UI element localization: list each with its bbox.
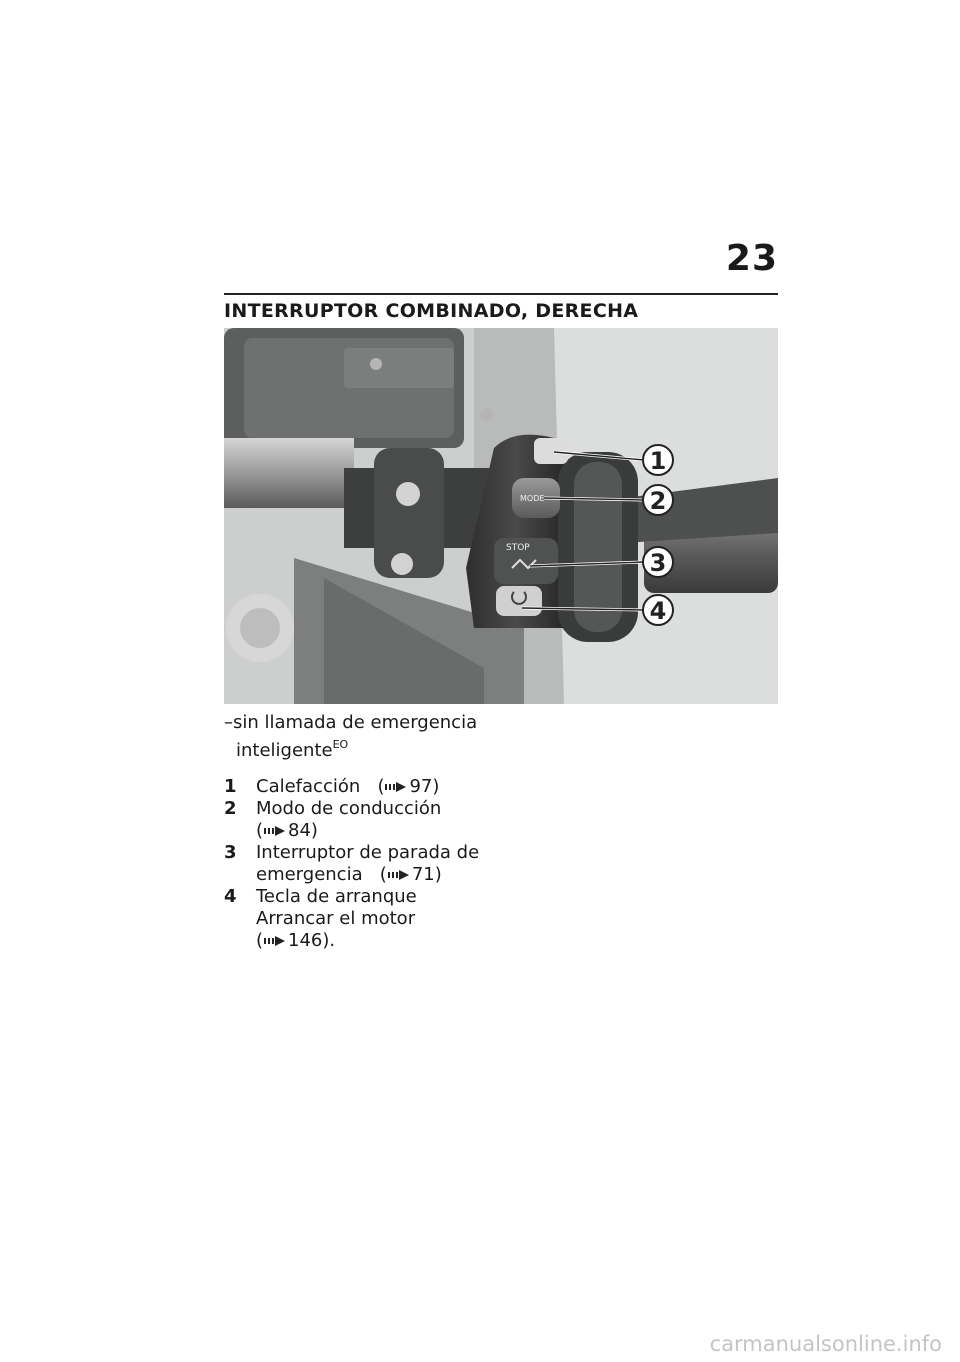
watermark: carmanualsonline.info: [709, 1332, 942, 1356]
legend-number: 2: [224, 798, 237, 819]
svg-text:1: 1: [649, 447, 667, 475]
page-arrow-icon: [264, 935, 286, 947]
page-arrow-icon: [388, 869, 410, 881]
note-line1: sin llamada de emergencia: [233, 712, 478, 733]
callout-4: [643, 595, 673, 625]
legend-label: emergencia: [256, 864, 363, 885]
legend-text: [224, 712, 484, 952]
page-reference[interactable]: ( 97): [377, 776, 440, 797]
mode-button-label: MODE: [520, 494, 545, 503]
page-arrow-icon: [264, 825, 286, 837]
legend-label: Calefacción: [256, 776, 361, 797]
title-rule: [224, 293, 778, 295]
page-arrow-icon: [385, 781, 407, 793]
legend-label: Modo de conducción: [256, 798, 442, 819]
callout-1: [643, 445, 673, 475]
handlebar-switch-figure: [224, 328, 778, 704]
page-reference[interactable]: ( 84): [256, 820, 318, 841]
legend-item-3: [224, 842, 484, 886]
legend-number: 3: [224, 842, 237, 863]
option-superscript: EO: [332, 738, 349, 751]
note-line2-wrap: [224, 734, 484, 762]
legend-label: Interruptor de parada de: [256, 842, 480, 863]
legend-item-2: [224, 798, 484, 842]
legend-item-4: [224, 886, 484, 952]
legend-number: 4: [224, 886, 237, 907]
legend-item-1: [224, 776, 484, 798]
svg-text:4: 4: [649, 597, 667, 625]
callout-2: [643, 485, 673, 515]
note-line2: inteligente: [236, 740, 333, 761]
legend-label: Tecla de arranque: [256, 886, 417, 907]
svg-text:3: 3: [649, 549, 667, 577]
legend-label: Arrancar el motor: [256, 908, 416, 929]
legend-list: [224, 776, 484, 952]
callout-3: [643, 547, 673, 577]
handlebar-illustration: [224, 328, 778, 704]
equipment-note: [224, 712, 484, 762]
section-title: INTERRUPTOR COMBINADO, DERECHA: [224, 300, 639, 322]
page-reference[interactable]: ( 71): [379, 864, 442, 885]
page-reference[interactable]: ( 146).: [256, 930, 336, 951]
legend-number: 1: [224, 776, 237, 797]
stop-button-label: STOP: [506, 543, 530, 553]
note-dash: –: [224, 712, 233, 733]
svg-text:2: 2: [649, 487, 667, 515]
page-number: 23: [725, 238, 778, 279]
